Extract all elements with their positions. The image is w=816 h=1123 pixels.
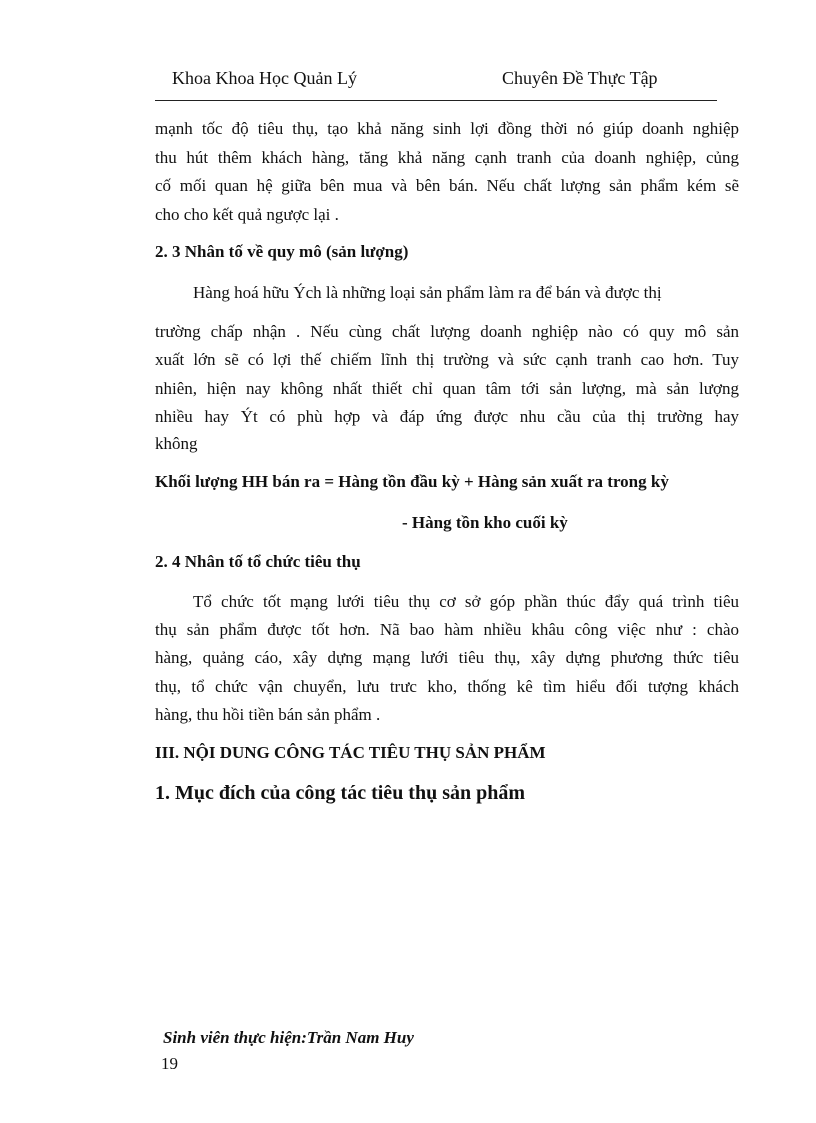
body-line: hàng, quảng cáo, xây dựng mạng lưới tiêu thụ, xây dựng phương thức tiêu xyxy=(155,648,739,667)
section-heading-1: 1. Mục đích của công tác tiêu thụ sản phẩm xyxy=(155,782,526,804)
footer-signature: Sinh viên thực hiện:Trần Nam Huy xyxy=(163,1028,414,1047)
body-line: xuất lớn sẽ có lợi thế chiếm lĩnh thị trường và sức cạnh tranh cao hơn. Tuy xyxy=(155,350,739,369)
header-faculty: Khoa Khoa Học Quản Lý xyxy=(172,68,357,88)
body-line: cố mối quan hệ giữa bên mua và bên bán. Nếu chất lượng sản phẩm kém sẽ xyxy=(155,176,739,195)
page-number: 19 xyxy=(161,1054,178,1073)
section-heading-2-4: 2. 4 Nhân tố tổ chức tiêu thụ xyxy=(155,552,361,571)
body-line: thụ, tổ chức vận chuyển, lưu trưc kho, thống kê tìm hiểu đối tượng khách xyxy=(155,677,739,696)
body-line: mạnh tốc độ tiêu thụ, tạo khả năng sinh lợi đồng thời nó giúp doanh nghiệp xyxy=(155,119,739,138)
page-header xyxy=(155,68,717,96)
body-line: cho cho kết quả ngược lại . xyxy=(155,205,339,224)
body-line: nhiều hay Ýt có phù hợp và đáp ứng được nhu cầu của thị trường hay xyxy=(155,407,739,426)
section-heading-iii: III. NỘI DUNG CÔNG TÁC TIÊU THỤ SẢN PHẨM xyxy=(155,743,546,762)
formula-line-1: Khối lượng HH bán ra = Hàng tồn đầu kỳ + Hàng sản xuất ra trong kỳ xyxy=(155,472,669,491)
section-heading-2-3: 2. 3 Nhân tố về quy mô (sản lượng) xyxy=(155,242,409,261)
formula-line-2: - Hàng tồn kho cuối kỳ xyxy=(402,513,568,532)
body-line: Tổ chức tốt mạng lưới tiêu thụ cơ sở góp phần thúc đẩy quá trình tiêu xyxy=(193,592,739,611)
header-rule xyxy=(155,100,717,101)
body-line: thu hút thêm khách hàng, tăng khả năng cạnh tranh của doanh nghiệp, củng xyxy=(155,148,739,167)
body-line: nhiên, hiện nay không nhất thiết chỉ quan tâm tới sản lượng, mà sản lượng xyxy=(155,379,739,398)
body-line: không xyxy=(155,434,198,453)
body-line: trường chấp nhận . Nếu cùng chất lượng doanh nghiệp nào có quy mô sản xyxy=(155,322,739,341)
header-doc-type: Chuyên Đề Thực Tập xyxy=(502,68,658,88)
body-line: Hàng hoá hữu Ých là những loại sản phẩm làm ra để bán và được thị xyxy=(193,283,662,302)
body-line: thụ sản phẩm được tốt hơn. Nã bao hàm nhiều khâu công việc như : chào xyxy=(155,620,739,639)
body-line: hàng, thu hồi tiền bán sản phẩm . xyxy=(155,705,381,724)
